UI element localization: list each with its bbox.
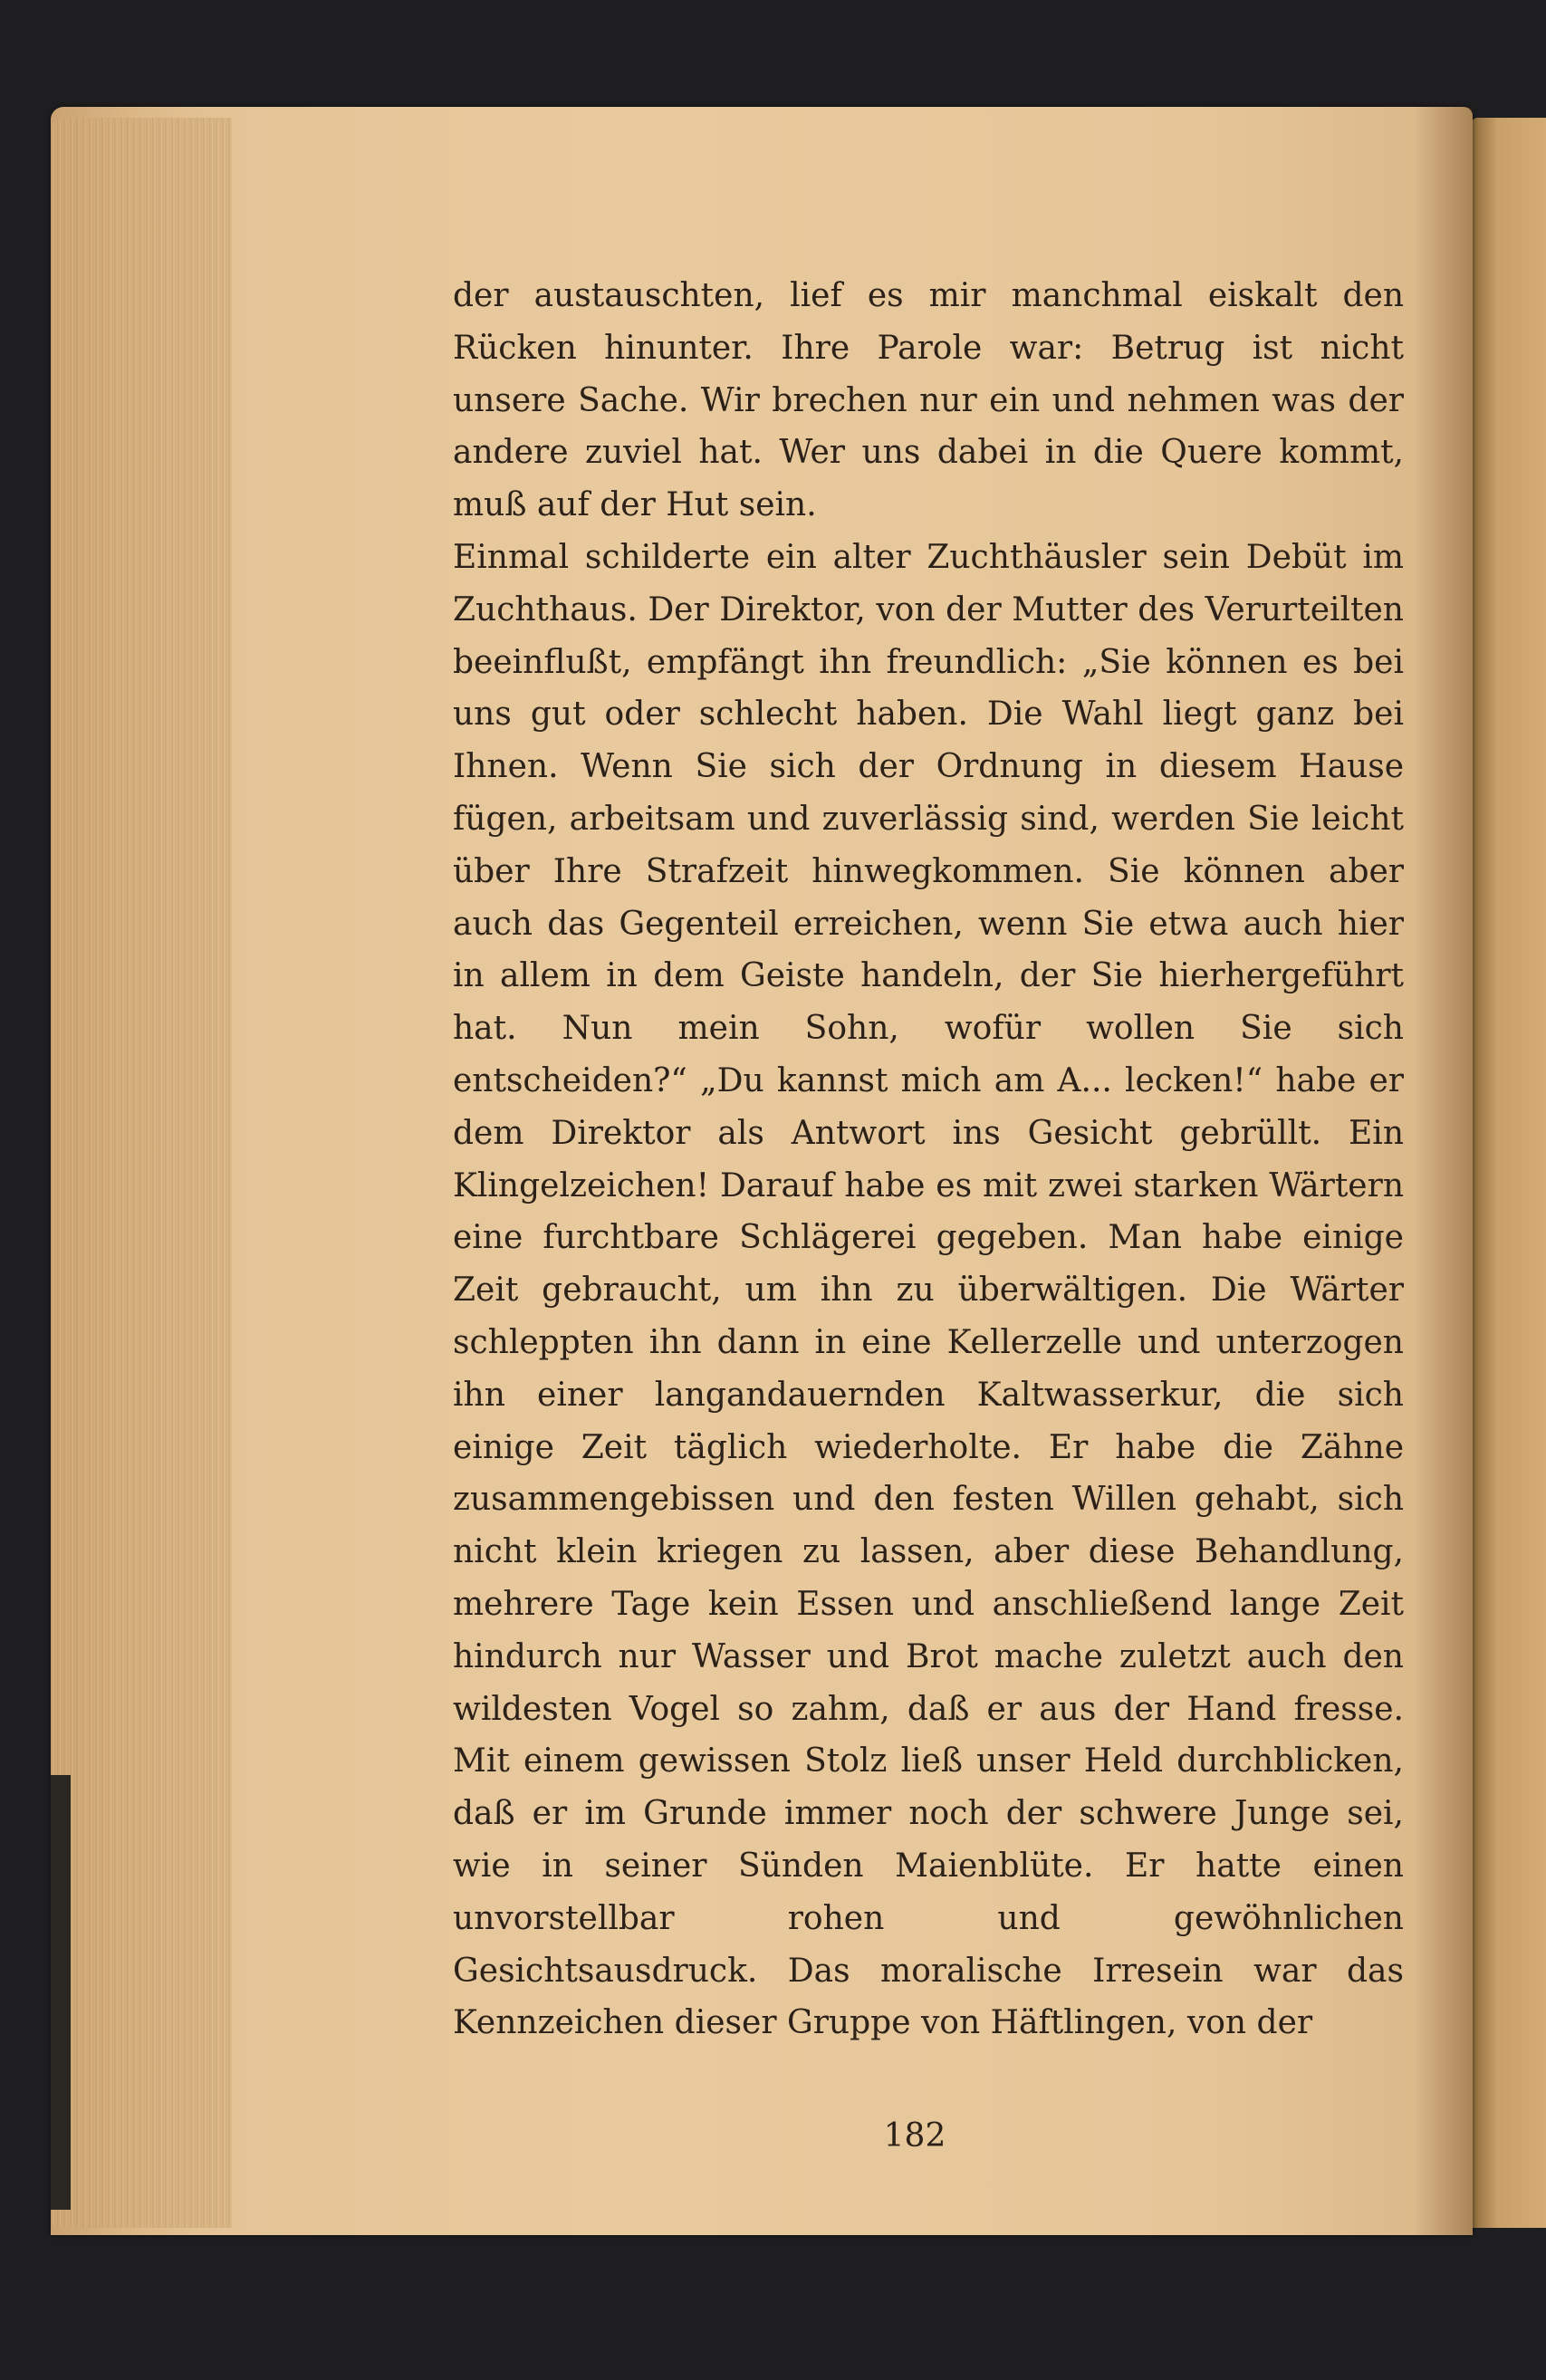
body-text: [453, 270, 1404, 2049]
next-page-edge: [1472, 118, 1546, 2228]
paragraph-2: Einmal schilderte ein alter Zuchthäusler sein Debüt im Zuchthaus. Der Direktor, von der Mutter des Verurteilten beeinflußt, empfängt ihn freundlich: „Sie können es bei uns gut oder schlecht haben. Die Wahl liegt ganz bei Ihnen. Wenn Sie sich der Ordnung in diesem Hause fügen, arbeitsam und zuverlässig sind, werden Sie leicht über Ihre Strafzeit hinwegkommen. Sie können aber auch das Gegenteil erreichen, wenn Sie etwa auch hier in allem in dem Geiste handeln, der Sie hierhergeführt hat. Nun mein Sohn, wofür wollen Sie sich entscheiden?“ „Du kannst mich am A... lecken!“ habe er dem Direktor als Antwort ins Gesicht gebrüllt. Ein Klingelzeichen! Darauf habe es mit zwei starken Wärtern eine furchtbare Schlägerei gegeben. Man habe einige Zeit gebraucht, um ihn zu überwältigen. Die Wärter schleppten ihn dann in eine Kellerzelle und unterzogen ihn einer langandauernden Kaltwasserkur, die sich einige Zeit täglich wiederholte. Er habe die Zähne zusammengebissen und den festen Willen gehabt, sich nicht klein kriegen zu lassen, aber diese Behandlung, mehrere Tage kein Essen und anschließend lange Zeit hindurch nur Wasser und Brot mache zuletzt auch den wildesten Vogel so zahm, daß er aus der Hand fresse. Mit einem gewissen Stolz ließ unser Held durchblicken, daß er im Grunde immer noch der schwere Junge sei, wie in seiner Sünden Maienblüte. Er hatte einen unvorstellbar rohen und gewöhnlichen Gesichtsausdruck. Das moralische Irresein war das Kennzeichen dieser Gruppe von Häftlingen, von der: [453, 538, 1404, 2042]
gutter-shadow: [1413, 107, 1473, 2235]
page-number: 182: [883, 2117, 946, 2154]
page-stack-edges: [51, 118, 232, 2228]
paragraph-1: der austauschten, lief es mir manchmal eiskalt den Rücken hinunter. Ihre Parole war: Betrug ist nicht unsere Sache. Wir brechen nur ein und nehmen was der andere zuviel hat. Wer uns dabei in die Quere kommt, muß auf der Hut sein.: [453, 277, 1404, 524]
page-stack-shadow: [51, 1775, 71, 2210]
